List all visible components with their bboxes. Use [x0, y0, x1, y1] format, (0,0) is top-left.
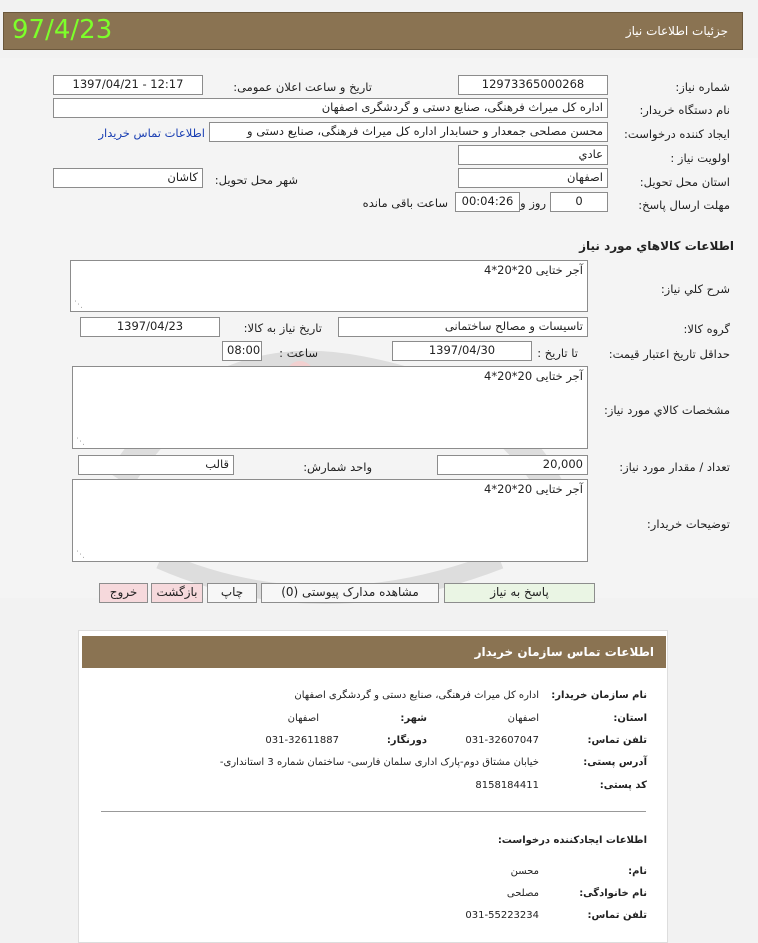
unit-field: قالب	[78, 455, 234, 475]
creator-name-value: محسن	[510, 866, 539, 877]
requester-label: ایجاد کننده درخواست:	[624, 127, 730, 141]
resize-grip-icon[interactable]: ⋰	[74, 300, 83, 310]
contact-city-label: شهر:	[400, 713, 427, 724]
contact-province-label: استان:	[613, 713, 647, 724]
divider	[101, 811, 646, 812]
creator-phone-label: تلفن تماس:	[587, 910, 647, 921]
city-label: شهر محل تحویل:	[214, 173, 298, 187]
unit-label: واحد شمارش:	[303, 460, 372, 474]
hour-label: ساعت :	[279, 346, 318, 360]
exit-button[interactable]: خروج	[99, 583, 148, 603]
need-date-label: تاریخ نیاز به کالا:	[243, 321, 322, 335]
contact-postal-label: کد پستی:	[599, 780, 647, 791]
reply-button[interactable]: پاسخ به نیاز	[444, 583, 595, 603]
creator-name-label: نام:	[628, 866, 647, 877]
summary-textarea	[70, 260, 588, 312]
announce-date-label: تاریخ و ساعت اعلان عمومی:	[233, 80, 372, 94]
buyer-description-text: آجر ختایی 20*20*4	[484, 482, 583, 496]
buyer-org-label: نام دستگاه خریدار:	[639, 103, 730, 117]
until-date-label: تا تاریخ :	[537, 346, 578, 360]
city-field: کاشان	[53, 168, 203, 188]
contact-province-value: اصفهان	[507, 713, 539, 724]
attachments-button[interactable]: مشاهده مدارک پیوستی (0)	[261, 583, 439, 603]
time-left-word: ساعت باقی مانده	[362, 196, 448, 210]
contact-phone-value: 031-32607047	[465, 735, 539, 746]
contact-fax-value: 031-32611887	[265, 735, 339, 746]
header-date: 97/4/23	[12, 15, 113, 45]
creator-family-value: مصلحی	[506, 888, 539, 899]
spec-textarea	[72, 366, 588, 449]
contact-postal-value: 8158184411	[475, 780, 539, 791]
day-word: روز و	[520, 196, 546, 210]
creator-family-label: نام خانوادگی:	[579, 888, 647, 899]
contact-org-label: نام سازمان خریدار:	[551, 690, 647, 701]
quantity-label: تعداد / مقدار مورد نیاز:	[619, 460, 730, 474]
requester-field: محسن مصلحی جمعدار و حسابدار اداره کل میراث فرهنگی، صنایع دستی و	[209, 122, 608, 142]
until-date-field: 1397/04/30	[392, 341, 532, 361]
contact-fax-label: دورنگار:	[386, 735, 427, 746]
buyer-description-label: توضیحات خریدار:	[646, 517, 730, 531]
contact-address-value: خیابان مشتاق دوم-پارک اداری سلمان فارسی- ساختمان شماره 3 استانداری-	[219, 757, 539, 768]
summary-text: آجر ختایی 20*20*4	[484, 263, 583, 277]
buyer-description-textarea	[72, 479, 588, 562]
page-header	[3, 12, 743, 50]
creator-phone-value: 031-55223234	[465, 910, 539, 921]
goods-group-field: تاسیسات و مصالح ساختمانی	[338, 317, 588, 337]
buyer-contact-card	[78, 630, 668, 943]
contact-org-value: اداره کل میراث فرهنگی، صنایع دستی و گردشگری اصفهان	[294, 690, 539, 701]
contact-card-title: اطلاعات تماس سازمان خریدار	[82, 636, 666, 668]
need-date-field: 1397/04/23	[80, 317, 220, 337]
announce-date-field: 1397/04/21 - 12:17	[53, 75, 203, 95]
page-title: جزئیات اطلاعات نیاز	[625, 24, 728, 38]
buyer-contact-link[interactable]: اطلاعات تماس خریدار	[98, 126, 205, 140]
need-number-label: شماره نیاز:	[675, 80, 730, 94]
resize-grip-icon[interactable]: ⋰	[76, 437, 85, 447]
days-field: 0	[550, 192, 608, 212]
quantity-field: 20,000	[437, 455, 588, 475]
province-field: اصفهان	[458, 168, 608, 188]
buyer-org-field: اداره کل میراث فرهنگی، صنایع دستی و گردشگری اصفهان	[53, 98, 608, 118]
print-button[interactable]: چاپ	[207, 583, 257, 603]
hour-field: 08:00	[222, 341, 262, 361]
contact-city-value: اصفهان	[287, 713, 319, 724]
contact-address-label: آدرس پستی:	[583, 757, 647, 768]
goods-section-title: اطلاعات کالاهاي مورد نياز	[579, 239, 734, 253]
summary-label: شرح کلي نياز:	[660, 282, 730, 296]
spec-label: مشخصات کالاي مورد نياز:	[603, 403, 730, 417]
priority-label: اولویت نیاز :	[670, 151, 730, 165]
need-number-field: 1297336500026‪8	[458, 75, 608, 95]
creator-section-title: اطلاعات ایجادکننده درخواست:	[497, 835, 647, 846]
contact-phone-label: تلفن تماس:	[587, 735, 647, 746]
back-button[interactable]: بازگشت	[151, 583, 203, 603]
time-left-field: 00:04:26	[455, 192, 520, 212]
priority-field: عادي	[458, 145, 608, 165]
goods-group-label: گروه کالا:	[683, 322, 730, 336]
province-label: استان محل تحویل:	[639, 175, 730, 189]
resize-grip-icon[interactable]: ⋰	[76, 550, 85, 560]
min-price-validity-label: حداقل تاریخ اعتبار قیمت:	[608, 347, 730, 361]
deadline-label: مهلت ارسال پاسخ:	[638, 198, 730, 212]
spec-text: آجر ختایی 20*20*4	[484, 369, 583, 383]
